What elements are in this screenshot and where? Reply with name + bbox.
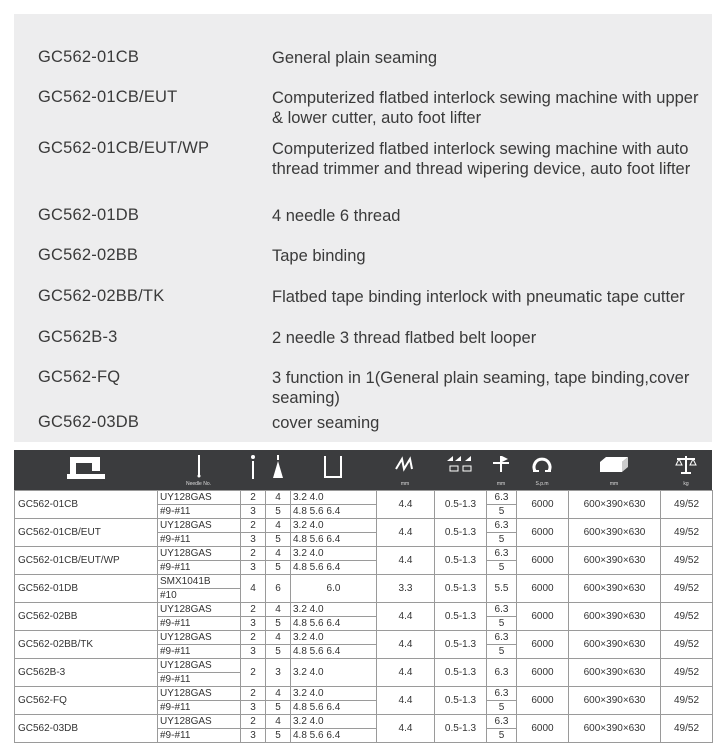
foot-lift: 5 (487, 617, 517, 631)
spec-model: GC562-01DB (15, 575, 158, 603)
differential-ratio: 0.5-1.3 (435, 687, 487, 715)
package-size-icon (568, 450, 660, 490)
needle-gauge: 4.8 5.6 6.4 (291, 533, 377, 547)
model-description: Computerized flatbed interlock sewing machine with auto thread trimmer and thread wipering device, auto foot lifter (272, 140, 691, 178)
needle-size: #9-#11 (158, 561, 241, 575)
model-list (14, 14, 712, 442)
foot-lift: 6.3 (487, 603, 517, 617)
needle-count: 3 (241, 533, 266, 547)
differential-ratio: 0.5-1.3 (435, 575, 487, 603)
weight: 49/52 (661, 603, 713, 631)
needle-size: #10 (158, 589, 241, 603)
needle-count: 4 (241, 575, 266, 603)
stitch-length: 4.4 (377, 547, 435, 575)
foot-lift-icon (486, 450, 516, 490)
thread-count: 3 (266, 659, 291, 687)
speed-icon (516, 450, 568, 490)
foot-lift: 6.3 (487, 547, 517, 561)
spec-model: GC562-01CB/EUT/WP (15, 547, 158, 575)
model-description: 2 needle 3 thread flatbed belt looper (272, 329, 537, 347)
thread-count: 4 (266, 519, 291, 533)
stitch-length: 4.4 (377, 631, 435, 659)
model-description: Flatbed tape binding interlock with pneumatic tape cutter (272, 288, 685, 306)
stitch-length: 4.4 (377, 659, 435, 687)
needle-gauge: 6.0 (291, 575, 377, 603)
foot-lift: 5 (487, 561, 517, 575)
needle-gauge: 3.2 4.0 (291, 547, 377, 561)
weight: 49/52 (661, 687, 713, 715)
needle-type: UY128GAS (158, 491, 241, 505)
differential-ratio: 0.5-1.3 (435, 603, 487, 631)
spec-header (14, 450, 712, 490)
foot-lift: 5 (487, 729, 517, 743)
foot-lift: 5 (487, 645, 517, 659)
foot-lift: 5 (487, 533, 517, 547)
thread-count: 4 (266, 631, 291, 645)
package-size: 600×390×630 (569, 547, 661, 575)
needle-size: #9-#11 (158, 673, 241, 687)
stitch-length: 3.3 (377, 575, 435, 603)
needle-size: #9-#11 (158, 701, 241, 715)
size-unit: mm (609, 481, 619, 487)
table-row (15, 519, 713, 533)
spec-model: GC562-02BB/TK (15, 631, 158, 659)
weight: 49/52 (661, 491, 713, 519)
stitch-length: 4.4 (377, 519, 435, 547)
needle-gauge-icon (290, 450, 376, 490)
table-row (15, 547, 713, 561)
weight: 49/52 (661, 631, 713, 659)
needle-type: UY128GAS (158, 519, 241, 533)
needle-gauge: 4.8 5.6 6.4 (291, 505, 377, 519)
model-code: GC562-02BB/TK (38, 287, 165, 305)
model-code: GC562-01CB/EUT/WP (38, 139, 210, 157)
foot-lift: 6.3 (487, 687, 517, 701)
needle-gauge: 4.8 5.6 6.4 (291, 645, 377, 659)
model-code: GC562-02BB (38, 246, 139, 264)
spec-model: GC562B-3 (15, 659, 158, 687)
model-description: General plain seaming (272, 49, 438, 67)
needle-count: 2 (241, 491, 266, 505)
needle-type: UY128GAS (158, 715, 241, 729)
differential-ratio: 0.5-1.3 (435, 547, 487, 575)
stitch-length: 4.4 (377, 491, 435, 519)
model-description: 4 needle 6 thread (272, 207, 401, 225)
stitch-length: 4.4 (377, 715, 435, 743)
max-speed: 6000 (517, 687, 569, 715)
needle-type: UY128GAS (158, 547, 241, 561)
max-speed: 6000 (517, 491, 569, 519)
spec-model: GC562-02BB (15, 603, 158, 631)
needle-count: 3 (241, 505, 266, 519)
thread-count: 5 (266, 617, 291, 631)
max-speed: 6000 (517, 603, 569, 631)
needle-count-icon (240, 450, 265, 490)
needle-count: 2 (241, 519, 266, 533)
weight-unit: kg (683, 481, 689, 487)
foot-lift: 5 (487, 701, 517, 715)
thread-count: 4 (266, 715, 291, 729)
package-size: 600×390×630 (569, 631, 661, 659)
differential-ratio: 0.5-1.3 (435, 631, 487, 659)
table-row (15, 659, 713, 673)
lift-unit: mm (496, 481, 506, 487)
package-size: 600×390×630 (569, 603, 661, 631)
needle-count: 3 (241, 561, 266, 575)
package-size: 600×390×630 (569, 659, 661, 687)
max-speed: 6000 (517, 659, 569, 687)
model-code: GC562-01CB/EUT (38, 88, 178, 106)
thread-count: 5 (266, 533, 291, 547)
foot-lift: 6.3 (487, 631, 517, 645)
weight: 49/52 (661, 715, 713, 743)
needle-type: UY128GAS (158, 603, 241, 617)
model-code: GC562-01DB (38, 206, 140, 224)
needle-size: #9-#11 (158, 505, 241, 519)
foot-lift: 6.3 (487, 659, 517, 687)
spec-grid (14, 490, 713, 743)
needle-count: 3 (241, 701, 266, 715)
needle-gauge: 3.2 4.0 (291, 687, 377, 701)
needle-gauge: 3.2 4.0 (291, 659, 377, 687)
model-description: Computerized flatbed interlock sewing machine with upper & lower cutter, auto foot lifter (272, 89, 699, 127)
max-speed: 6000 (517, 715, 569, 743)
needle-icon (157, 450, 240, 490)
needle-count: 3 (241, 617, 266, 631)
table-row (15, 603, 713, 617)
needle-count: 2 (241, 715, 266, 729)
package-size: 600×390×630 (569, 687, 661, 715)
spec-model: GC562-01CB/EUT (15, 519, 158, 547)
table-row (15, 575, 713, 589)
max-speed: 6000 (517, 631, 569, 659)
needle-gauge: 3.2 4.0 (291, 715, 377, 729)
stitch-length: 4.4 (377, 603, 435, 631)
model-code: GC562-03DB (38, 413, 140, 431)
weight: 49/52 (661, 519, 713, 547)
stitch-length-icon (376, 450, 434, 490)
needle-gauge: 3.2 4.0 (291, 491, 377, 505)
weight: 49/52 (661, 659, 713, 687)
machine-icon (14, 450, 157, 490)
model-description: Tape binding (272, 247, 366, 265)
needle-gauge: 4.8 5.6 6.4 (291, 701, 377, 715)
weight-scale-icon (660, 450, 712, 490)
needle-gauge: 4.8 5.6 6.4 (291, 729, 377, 743)
differential-ratio: 0.5-1.3 (435, 715, 487, 743)
thread-count: 5 (266, 645, 291, 659)
needle-count: 2 (241, 659, 266, 687)
thread-count: 4 (266, 603, 291, 617)
thread-count: 6 (266, 575, 291, 603)
needle-gauge: 4.8 5.6 6.4 (291, 561, 377, 575)
needle-gauge: 3.2 4.0 (291, 603, 377, 617)
thread-cone-icon (265, 450, 290, 490)
max-speed: 6000 (517, 547, 569, 575)
package-size: 600×390×630 (569, 715, 661, 743)
needle-gauge: 3.2 4.0 (291, 631, 377, 645)
differential-ratio: 0.5-1.3 (435, 659, 487, 687)
package-size: 600×390×630 (569, 519, 661, 547)
foot-lift: 6.3 (487, 491, 517, 505)
model-code: GC562-01CB (38, 48, 140, 66)
model-code: GC562-FQ (38, 368, 121, 386)
spec-model: GC562-03DB (15, 715, 158, 743)
needle-type: UY128GAS (158, 659, 241, 673)
max-speed: 6000 (517, 519, 569, 547)
foot-lift: 6.3 (487, 519, 517, 533)
needle-type: SMX1041B (158, 575, 241, 589)
needle-count: 3 (241, 645, 266, 659)
needle-caption: Needle No. (185, 481, 211, 487)
package-size: 600×390×630 (569, 491, 661, 519)
thread-count: 5 (266, 701, 291, 715)
stitch-unit: mm (400, 481, 410, 487)
thread-count: 4 (266, 547, 291, 561)
needle-size: #9-#11 (158, 729, 241, 743)
needle-count: 2 (241, 603, 266, 617)
model-description: cover seaming (272, 414, 380, 432)
foot-lift: 5 (487, 505, 517, 519)
needle-count: 2 (241, 631, 266, 645)
needle-count: 2 (241, 687, 266, 701)
needle-count: 2 (241, 547, 266, 561)
needle-count: 3 (241, 729, 266, 743)
foot-lift: 5.5 (487, 575, 517, 603)
needle-gauge: 4.8 5.6 6.4 (291, 617, 377, 631)
spec-table (14, 450, 712, 750)
needle-size: #9-#11 (158, 617, 241, 631)
needle-gauge: 3.2 4.0 (291, 519, 377, 533)
table-row (15, 715, 713, 729)
stitch-length: 4.4 (377, 687, 435, 715)
speed-unit: S.p.m (535, 481, 549, 487)
thread-count: 4 (266, 491, 291, 505)
weight: 49/52 (661, 575, 713, 603)
model-description: 3 function in 1(General plain seaming, tape binding,cover seaming) (272, 369, 690, 407)
table-row (15, 491, 713, 505)
spec-model: GC562-01CB (15, 491, 158, 519)
table-row (15, 687, 713, 701)
max-speed: 6000 (517, 575, 569, 603)
differential-feed-icon (434, 450, 486, 490)
foot-lift: 6.3 (487, 715, 517, 729)
model-code: GC562B-3 (38, 328, 118, 346)
weight: 49/52 (661, 547, 713, 575)
thread-count: 5 (266, 561, 291, 575)
differential-ratio: 0.5-1.3 (435, 491, 487, 519)
needle-type: UY128GAS (158, 687, 241, 701)
thread-count: 5 (266, 729, 291, 743)
table-row (15, 631, 713, 645)
thread-count: 5 (266, 505, 291, 519)
needle-type: UY128GAS (158, 631, 241, 645)
needle-size: #9-#11 (158, 645, 241, 659)
differential-ratio: 0.5-1.3 (435, 519, 487, 547)
package-size: 600×390×630 (569, 575, 661, 603)
thread-count: 4 (266, 687, 291, 701)
spec-model: GC562-FQ (15, 687, 158, 715)
needle-size: #9-#11 (158, 533, 241, 547)
